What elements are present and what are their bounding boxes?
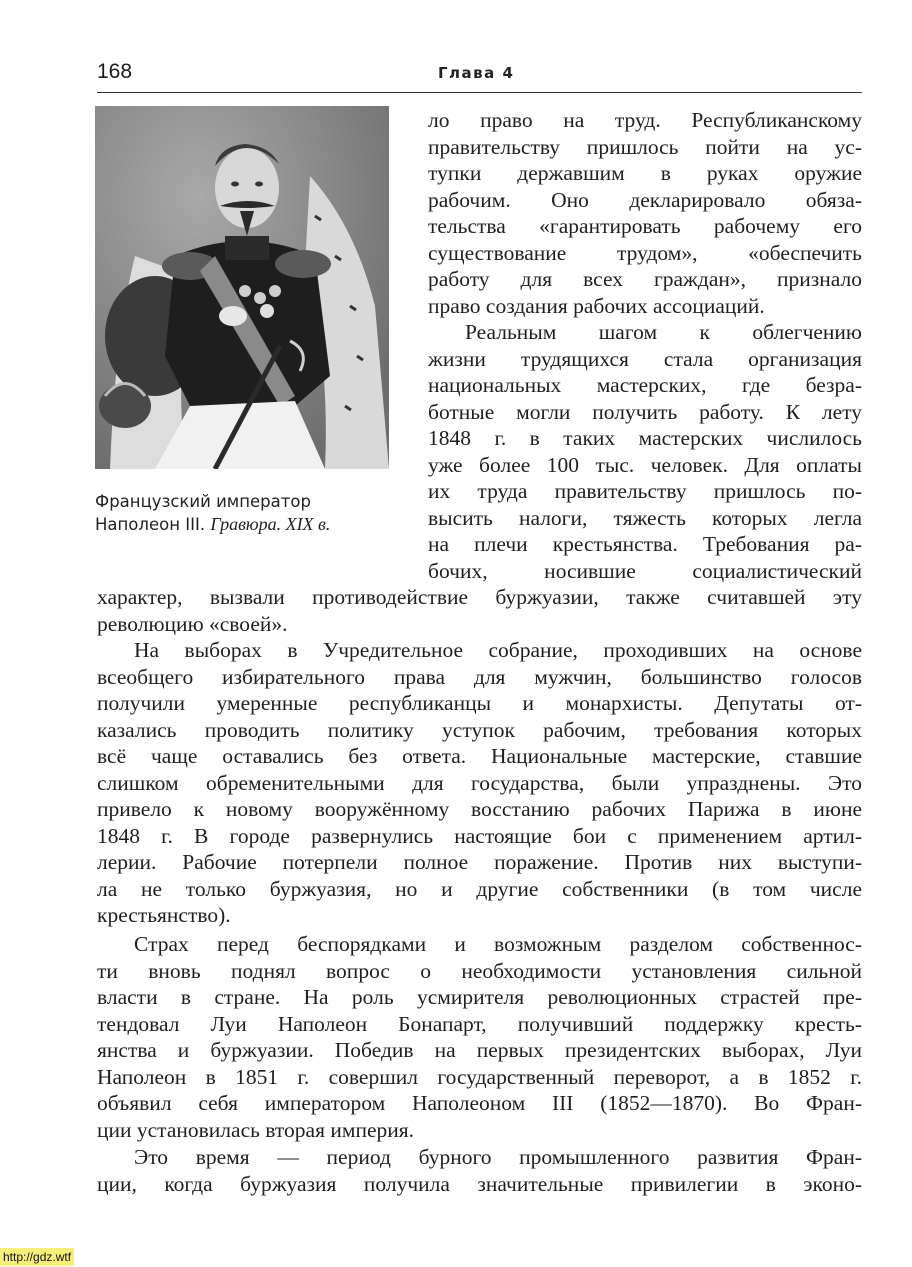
page-number: 168 <box>97 60 133 83</box>
text-line: рабочим. Оно декларировало обяза- <box>428 187 862 212</box>
text-line: жизни трудящихся стала организация <box>428 346 862 371</box>
text-line: бочих, носившие социалистический <box>428 558 862 583</box>
text-line: всё чаще оставались без ответа. Национальные мастерские, ставшие <box>97 744 862 768</box>
text-line: тельства «гарантировать рабочему его <box>428 214 862 238</box>
text-line: власти в стране. На роль усмирителя революционных страстей пре- <box>97 985 862 1009</box>
text-line: уже более 100 тыс. человек. Для оплаты <box>428 452 862 477</box>
text-line: привело к новому вооружённому восстанию рабочих Парижа в июне <box>97 797 862 821</box>
text-line: ции, когда буржуазия получила значительные привилегии в эконо- <box>97 1171 862 1196</box>
figure-caption <box>95 490 395 536</box>
text-line: право создания рабочих ассоциаций. <box>428 293 765 318</box>
text-line: работу для всех граждан», признало <box>428 267 862 291</box>
text-line: Реальным шагом к облегчению <box>465 320 862 344</box>
text-line: национальных мастерских, где безра- <box>428 373 862 397</box>
text-line: ции установилась вторая империя. <box>97 1117 415 1142</box>
caption-line-1: Французский император <box>95 492 311 511</box>
paragraph-2 <box>97 637 862 929</box>
watermark-url: http://gdz.wtf <box>0 1248 74 1266</box>
paragraph-4 <box>97 1144 862 1197</box>
paragraph-3 <box>97 931 862 1143</box>
text-line: на плечи крестьянства. Требования ра- <box>428 532 862 556</box>
chapter-title: Глава 4 <box>438 64 515 82</box>
text-line: лерии. Рабочие потерпели полное поражение. Против них выступи- <box>97 850 862 874</box>
text-line: высить налоги, тяжесть которых легла <box>428 505 862 530</box>
text-line: 1848 г. в таких мастерских числилось <box>428 426 862 450</box>
text-line: тупки державшим в руках оружие <box>428 161 862 185</box>
text-line: казались проводить политику уступок рабочим, требования которых <box>97 717 862 742</box>
paragraph-1-tail <box>97 584 862 637</box>
text-line: их труда правительству пришлось по- <box>428 479 862 503</box>
portrait-engraving <box>95 106 389 469</box>
text-line: правительству пришлось пойти на ус- <box>428 134 862 159</box>
header-rule <box>97 92 862 93</box>
text-line: Страх перед беспорядками и возможным разделом собственнос- <box>134 932 862 956</box>
text-line: Наполеон в 1851 г. совершил государственный переворот, а в 1852 г. <box>97 1064 862 1089</box>
text-line: крестьянство). <box>97 903 231 927</box>
text-line: существование трудом», «обеспечить <box>428 240 862 265</box>
text-line: характер, вызвали противодействие буржуазии, также считавшей эту <box>97 585 862 609</box>
text-line: революцию «своей». <box>97 611 288 636</box>
text-line: На выборах в Учредительное собрание, проходивших на основе <box>134 638 862 662</box>
text-line: всеобщего избирательного права для мужчин, большинство голосов <box>97 664 862 689</box>
text-line: ти вновь поднял вопрос о необходимости установления сильной <box>97 958 862 983</box>
text-line: получили умеренные республиканцы и монархисты. Депутаты от- <box>97 691 862 715</box>
caption-line-2 <box>95 513 395 536</box>
text-line: Это время — период бурного промышленного развития Фран- <box>134 1145 862 1169</box>
text-line: объявил себя императором Наполеоном III (1852—1870). Во Фран- <box>97 1091 862 1115</box>
text-line: ботные могли получить работу. К лету <box>428 399 862 424</box>
text-line: тендовал Луи Наполеон Бонапарт, получивший поддержку кресть- <box>97 1011 862 1036</box>
text-line: янства и буржуазии. Победив на первых президентских выборах, Луи <box>97 1038 862 1062</box>
caption-source: Гравюра. XIX в. <box>210 514 331 534</box>
caption-name: Наполеон III. <box>95 515 206 534</box>
text-line: слишком обременительными для государства, были упразднены. Это <box>97 770 862 795</box>
text-line: ла не только буржуазия, но и другие собственники (в том числе <box>97 876 862 901</box>
right-column-text <box>428 107 862 584</box>
text-line: ло право на труд. Республиканскому <box>428 108 862 132</box>
text-line: 1848 г. В городе развернулись настоящие бои с применением артил- <box>97 823 862 848</box>
